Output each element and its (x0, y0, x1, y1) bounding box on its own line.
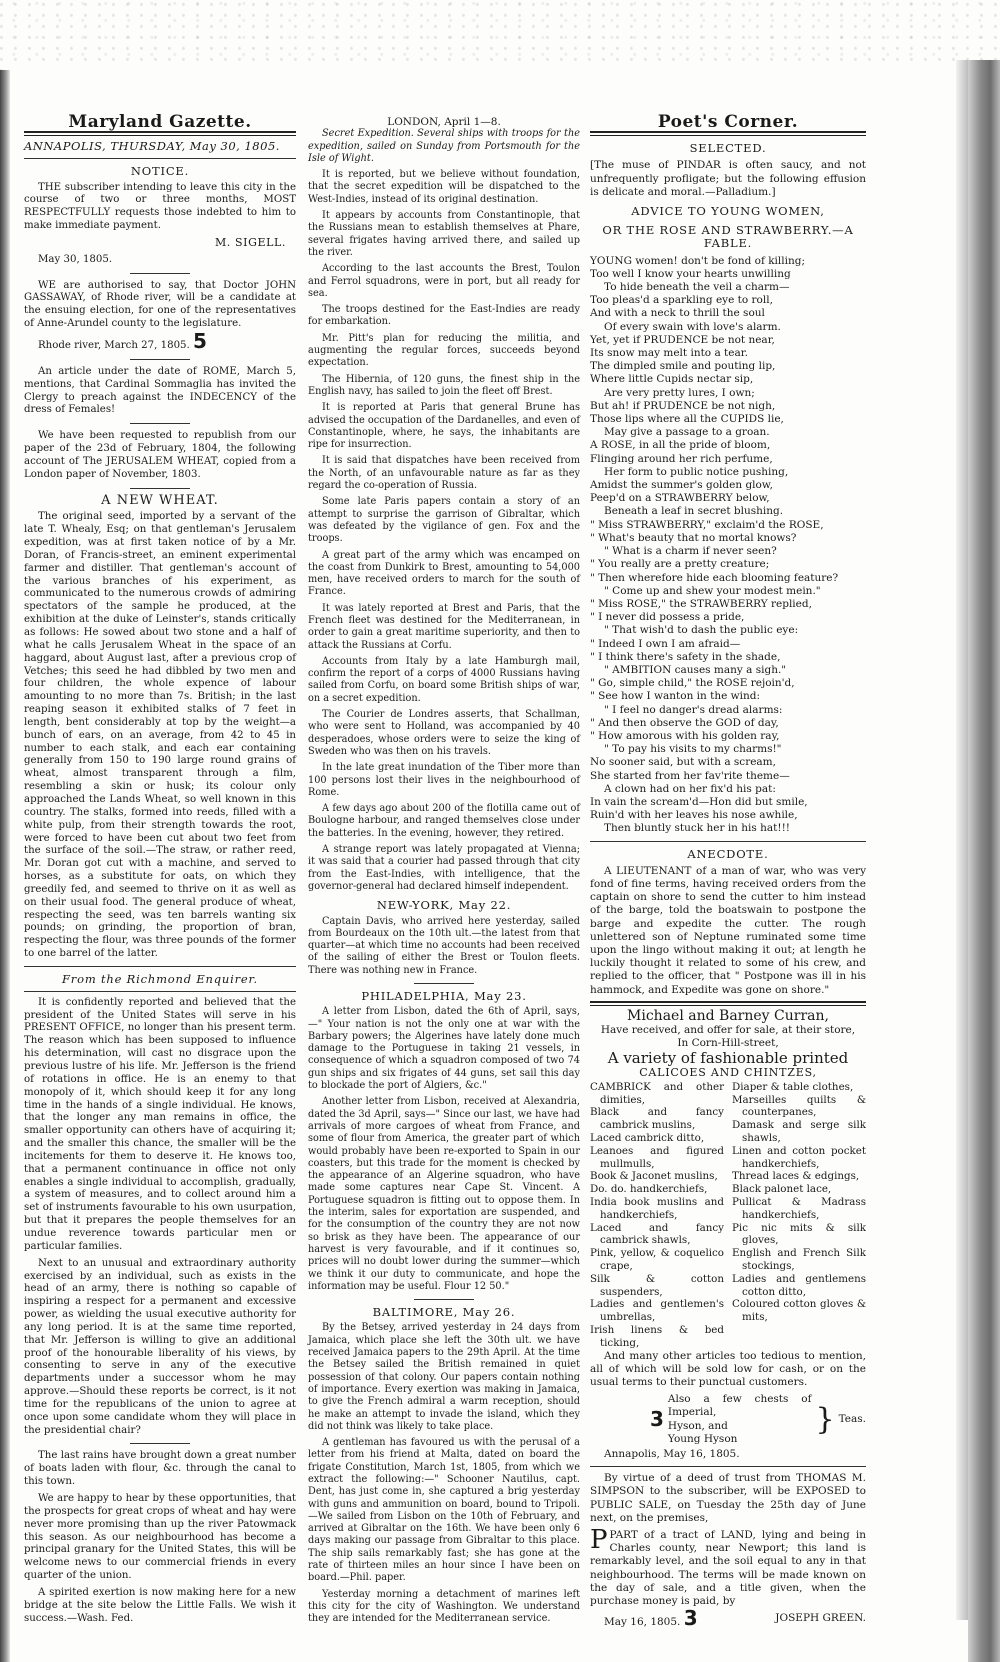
ad-goods-list (590, 1081, 866, 1350)
anecdote-heading: ANECDOTE. (687, 846, 769, 861)
poem-line: Yet, yet if PRUDENCE be not near, (590, 333, 775, 346)
secret-expedition: Secret Expedition. Several ships with troops for the expedition, sailed on Sunday from Portsmouth for the Isle of Wight. (308, 128, 580, 164)
goods-item: Black palonet lace, (732, 1183, 832, 1196)
tea-young-hyson: Young Hyson (667, 1432, 738, 1445)
divider (130, 423, 190, 424)
poem-line: " Miss ROSE," the STRAWBERRY replied, (590, 597, 812, 610)
poem-line: " Indeed I own I am afraid— (590, 637, 741, 650)
poem-line: Too pleas'd a sparkling eye to roll, (590, 294, 773, 307)
goods-item: CAMBRICK and other dimities, (590, 1080, 724, 1106)
teas-block (650, 1393, 866, 1446)
poem-line: " How amorous with his golden ray, (590, 729, 780, 742)
divider (414, 983, 474, 984)
divider (24, 158, 296, 159)
handwritten-mark: 3 (650, 1406, 664, 1431)
ad-date: Annapolis, May 16, 1805. (604, 1447, 740, 1460)
goods-item: Laced cambrick ditto, (590, 1132, 705, 1144)
goods-item: English and French Silk stockings, (732, 1247, 866, 1272)
goods-item: Black and fancy cambrick muslins, (590, 1106, 724, 1132)
poem-line: The dimpled smile and pouting lip, (590, 360, 776, 373)
goods-item: Pullicat & Madrass handkerchiefs, (732, 1195, 866, 1221)
poem-line: May give a passage to a groan. (604, 426, 770, 439)
poem-line: " And then observe the GOD of day, (590, 716, 779, 729)
ad-goods-left (590, 1081, 724, 1350)
selected-label: SELECTED. (689, 141, 767, 156)
goods-item: Damask and serge silk shawls, (732, 1119, 866, 1144)
divider (130, 273, 190, 274)
divider (590, 841, 866, 842)
poem-line: She started from her fav'rite theme— (590, 769, 790, 782)
potomack-item: We are happy to hear by these opportunities, that the prospects for great crops of wheat and hay were never more promising than up the river Patowmack this season. As our neighbourhood has become a principal granary for the United States, this will be welcome news to our commercial friends in every quarter of the union. (24, 1493, 296, 1582)
phila-para-2: Another letter from Lisbon, received at Alexandria, dated the 3d April, says—" Since our last, we have had arrivals of more cargoes of wheat from France, and some of flour from America, the greater part of which would probably have been re-exported to Spain in our coasters, but this trade for the moment is checked by the appearance of an Algerine squadron, who have made some captures near Cape St. Vincent. A Portuguese squadron is fitting out to oppose them. In the interim, sales for exportation are suspended, and for the consumption of the country they are not now so brisk as they have been. The appearance of our harvest is very favourable, and if it continues so, prices will no doubt lower during the summer—which we think it our duty to communicate, and hope the information may be useful. Flour 12 50." (308, 1096, 580, 1292)
poem-line: Where little Cupids nectar sip, (590, 373, 754, 386)
phila-para-1: A letter from Lisbon, dated the 6th of April, says, —" Your nation is not the only one at war with the Barbary powers; the Algerines have lately done much damage to the Portuguese in taking 21 vessels, in consequence of which a squadron composed of two 74 gun ships and six frigates of 44 guns, set sail this day to blockade the port of Algiers, &c." (308, 1006, 580, 1092)
republish-note: We have been requested to republish from our paper of the 23d of February, 1804, the following account of The JERUSALEM WHEAT, copied from a London paper of November, 1803. (24, 430, 296, 480)
london-para-4: The troops destined for the East-Indies are ready for embarkation. (308, 304, 580, 328)
london-heading: LONDON, April 1—8. (387, 116, 501, 128)
poem-line: " You really are a pretty creature; (590, 558, 770, 571)
curran-advertisement (590, 1007, 866, 1461)
poem-line: " I feel no danger's dread alarms: (604, 703, 783, 716)
sale-intro: By virtue of a deed of trust from THOMAS M. SIMPSON to the subscriber, will be EXPOSED to PUBLIC SALE, on Tuesday the 25th day of June next, on the premises, (590, 1472, 866, 1524)
poem-line: Are very pretty lures, I own; (604, 386, 755, 399)
brace-glyph: } (815, 1401, 835, 1437)
scan-noise (0, 0, 1000, 72)
ny-article: Captain Davis, who arrived here yesterday, sailed from Bourdeaux on the 10th ult.—the latest from that quarter—at which time no accounts had been received of the sailing of either the Brest or Toulon fleets. There was nothing new in France. (308, 915, 580, 976)
notice-signature: M. SIGELL. (214, 235, 286, 249)
london-para-10: A great part of the army which was encamped on the coast from Dunkirk to Brest, amounting to 54,000 men, have received orders to march for the south of France. (308, 549, 580, 598)
sale-footer (590, 1606, 866, 1631)
london-para-12: Accounts from Italy by a late Hamburgh mail, confirm the report of a corps of 4000 Russians having sailed from Corfu, on board some British ships of war, on a secret expedition. (308, 655, 580, 704)
ad-line-2: In Corn-Hill-street, (677, 1037, 779, 1050)
column-1 (24, 66, 296, 1629)
divider (414, 1299, 474, 1300)
goods-item: Do. do. handkerchiefs, (590, 1183, 708, 1196)
notice-date: May 30, 1805. (38, 253, 113, 265)
london-para-6: The Hibernia, of 120 guns, the finest ship in the English navy, has sailed to join the fleet off Brest. (308, 373, 580, 397)
sale-signature: JOSEPH GREEN. (775, 1612, 866, 1625)
divider (590, 1466, 866, 1467)
ad-merchant-name: Michael and Barney Curran, (627, 1007, 829, 1024)
sale-date: May 16, 1805. (604, 1616, 681, 1629)
poem-line: " What is a charm if never seen? (604, 545, 777, 558)
poem-line: Amidst the summer's golden glow, (590, 479, 773, 492)
divider (130, 359, 190, 360)
gassaway-date (24, 328, 296, 353)
london-para-5: Mr. Pitt's plan for reducing the militia, and augmenting the regular forces, succeeds beyond expectation. (308, 332, 580, 369)
column-2 (308, 66, 580, 1630)
poem-line: " Come up and shew your modest mein." (604, 584, 821, 597)
newspaper-sheet (10, 66, 956, 1646)
poem-line: Then bluntly stuck her in his hat!!! (604, 822, 791, 835)
dateline: ANNAPOLIS, THURSDAY, May 30, 1805. (24, 138, 280, 153)
goods-item: Leanoes and figured mullmulls, (590, 1144, 724, 1170)
poem-title-2: OR THE ROSE AND STRAWBERRY.—A FABLE. (602, 223, 854, 251)
poem-line: But ah! if PRUDENCE be not nigh, (590, 399, 776, 412)
london-para-1: It is reported, but we believe without foundation, that the secret expedition will be dispatched to the West-Indies, instead of its original destination. (308, 169, 580, 205)
phila-heading: PHILADELPHIA, May 23. (361, 989, 527, 1003)
london-para-2: It appears by accounts from Constantinople, that the Russians mean to establish themselves at Phare, several frigates having arrived there, and sailed up the river. (308, 210, 580, 258)
goods-item: Marseilles quilts & counterpanes, (732, 1093, 866, 1119)
poem-line: Peep'd on a STRAWBERRY below, (590, 492, 770, 505)
poem-line: Beneath a leaf in secret blushing. (604, 505, 784, 518)
ad-subheadline: CALICOES AND CHINTZES, (639, 1065, 817, 1079)
divider (130, 488, 190, 489)
goods-item: Pic nic mits & silk gloves, (732, 1221, 866, 1247)
poem-line: In vain the scream'd—Hon did but smile, (590, 795, 808, 808)
goods-item: Silk & cotton suspenders, (590, 1272, 724, 1298)
poem-line: Flinging around her rich perfume, (590, 452, 773, 465)
poem-line: " What's beauty that no mortal knows? (590, 531, 797, 544)
poem-title-1: ADVICE TO YOUNG WOMEN, (631, 204, 825, 219)
page-curl (956, 60, 968, 1620)
poem-line: " AMBITION causes many a sigh." (604, 663, 787, 676)
poem-line: Ruin'd with her leaves his nose awhile, (590, 809, 798, 822)
poem-line: " I never did possess a pride, (590, 611, 745, 624)
ad-goods-right (732, 1081, 866, 1350)
teas-label: Teas. (838, 1412, 866, 1425)
london-para-8: It is said that dispatches have been received from the North, of an unfavourable nature as far as they regard the co-operation of Russia. (308, 455, 580, 492)
london-para-16: A strange report was lately propagated at Vienna; it was said that a courier had passed through that city from the East-Indies, with intelligence, that the governor-general had declared himself independent. (308, 844, 580, 892)
book-spine (968, 60, 1000, 1662)
poem-line: " Miss STRAWBERRY," exclaim'd the ROSE, (590, 518, 824, 531)
balt-heading: BALTIMORE, May 26. (372, 1305, 516, 1320)
poem-line: " I think there's safety in the shade, (590, 650, 781, 663)
poem-line: No sooner said, but with a scream, (590, 756, 776, 769)
section-rule (590, 1001, 866, 1006)
goods-item: Diaper & table clothes, (732, 1080, 854, 1093)
poem-line: Her form to public notice pushing, (604, 465, 789, 478)
poem-line: Those lips where all the CUPIDS lie, (590, 413, 784, 426)
wheat-article: The original seed, imported by a servant of the late T. Whealy, Esq; on that gentleman's Jerusalem expedition, was at first taken notice of by a Mr. Doran, of Francis-street, an eminent experimental farmer and distiller. That gentleman's account of the various branches of his experiment, as communicated to the numerous crowds of admiring spectators of the sample he produced, at the exhibition at the duke of Leinster's, stands critically as follows: He sowed about two stone and a half of what he calls Jerusalem Wheat in the space of an haggard, about August last, after a previous crop of Vetches; this seed he had dibbled by two men and four children, the whole expence of labour amounting to no more than 7s. British; in the last reaping season it exhibited stalks of 7 feet in length, bent considerably at top by the weight—a bunch of ears, on an average, from 42 to 45 in number to each stalk, and each ear containing generally from 150 to 190 large round grains of wheat, almost transparent through a film, resembling a skin or husk; its colour only approached the Lands Wheat, so well known in this country. The stalks, formed into reeds, filled with a white pulp, from their strength towards the root, were forced to have been cut about two feet from the surface of the soil.—The straw, or rather reed, Mr. Doran got cut with a machine, and served to horses, as a substitute for oats, on which they greedily fed, and seemed to thrive on it as well as on their usual food. The general produce of wheat, respecting the seed, was ten barrels wanting six pounds; on grinding, the proportion of bran, respecting the flour, was three pounds of the former to one barrel of the latter. (24, 511, 296, 960)
goods-item: Thread laces & edgings, (732, 1170, 860, 1183)
poem-line: To hide beneath the veil a charm— (604, 281, 790, 294)
goods-item: Coloured cotton gloves & mits, (732, 1298, 866, 1324)
sale-body (590, 1524, 866, 1608)
gassaway-notice: WE are authorised to say, that Doctor JOHN GASSAWAY, of Rhode river, will be a candidate at the ensuing election, for one of the representatives of Anne-Arundel county to the legislature. (24, 279, 296, 330)
masthead-title: Maryland Gazette. (68, 112, 252, 132)
poem-line: And with a neck to thrill the soul (590, 307, 765, 320)
tea-hyson: Hyson, and (667, 1419, 728, 1432)
anecdote-text: A LIEUTENANT of a man of war, who was very fond of fine terms, having received orders from the captain on shore to send the cutter to him instead of the barge, told the boatswain to postpone the barge and expedite the cutter. The rough unlettered son of Neptune ruminated some time upon the lingo without making it out; at length he luckily thought it related to some of his crew, and replied to the officer, that " Postpone was ill in his hammock, and Expedite was gone on shore." (590, 864, 866, 996)
sale-body-text: PART of a tract of LAND, lying and being in Charles county, near Newport; this land is remarkably level, and the soil equal to any in that neighbourhood. The terms will be made known on the day of sale, and a title given, when the purchase money is paid, by (590, 1528, 866, 1607)
rome-item: An article under the date of ROME, March 5, mentions, that Cardinal Sommaglia has invited the Clergy to preach against the INDECENCY of the dress of Females! (24, 365, 296, 416)
poem-line: A clown had on her fix'd his pat: (604, 782, 776, 795)
poem-line: " Then wherefore hide each blooming feature? (590, 571, 839, 584)
handwritten-mark: 3 (683, 1606, 698, 1631)
ad-line-1: Have received, and offer for sale, at their store, (600, 1024, 856, 1036)
balt-para-1: By the Betsey, arrived yesterday in 24 days from Jamaica, which place she left the 30th ult. we have received Jamaica papers to the 29th April. At the time the Betsey sailed the British remained in quiet possession of that colony. Our papers contain nothing of importance. Every exertion was making in Jamaica, to give the French admiral a warm reception, should he make an attempt to invade the island, which they did not think was likely to take place. (308, 1322, 580, 1432)
london-para-11: It was lately reported at Brest and Paris, that the French fleet was destined for the Mediterranean, in order to gain a great maritime superiority, and then to attack the Russians at Corfu. (308, 602, 580, 651)
balt-para-3: Yesterday morning a detachment of marines left this city for the city of Washington. We understand they are intended for the Mediterranean service. (308, 1588, 580, 1625)
divider (130, 1443, 190, 1444)
richmond-para-1: It is confidently reported and believed that the president of the United States will serve in his PRESENT OFFICE, no longer than his present term. The reason which has been supposed to influence his determination, will cast no disgrace upon the previous lustre of his life. Mr. Jefferson is the friend of rotations in office. He is an enemy to that monopoly of it, which should keep it for any long time in the hands of a single individual. He knows, that the longer any man remains in office, the smaller opportunity can others have of acquiring it; and the smaller this chance, the smaller will be the incitements for them to deserve it. He knows too, that a permanent continuance in office not only enables a single individual to accomplish, gradually, a system of measures, and to collect around him a set of instruments favourable to his own usurpation, but that it prepares the people themselves for an undue reverence towards particular men or particular families. (24, 996, 296, 1252)
richmond-para-2: Next to an unusual and extraordinary authority exercised by an individual, such as exists in the head of an army, there is nothing so capable of inspiring a respect for a permanent and excessive power, as wielding the usual executive authority for any long period. It is at the same time reported, that Mr. Jefferson is willing to give an additional proof of the honourable liberality of his views, by consenting to serve in any of the executive departments under a successor whom he may approve.—Should these reports be correct, is it not time for the republicans of the union to agree at once upon some candidate whom they will place in the presidential chair? (24, 1257, 296, 1436)
goods-item: Pink, yellow, & coquelico crape, (590, 1247, 724, 1272)
ad-closing: And many other articles too tedious to mention, all of which will be sold low for cash, or on the usual terms to their punctual customers. (590, 1349, 866, 1388)
london-para-14: In the late great inundation of the Tiber more than 100 persons lost their lives in the neighbourhood of Rome. (308, 762, 580, 798)
poem-line: " Go, simple child," the ROSE rejoin'd, (590, 677, 795, 690)
teas-list (668, 1393, 812, 1446)
goods-item: Ladies and gentlemens cotton ditto, (732, 1272, 866, 1298)
poem-line: Of every swain with love's alarm. (604, 320, 781, 333)
goods-item: Linen and cotton pocket handkerchiefs, (732, 1144, 866, 1170)
poem-line: Too well I know your hearts unwilling (590, 267, 791, 280)
goods-item: Irish linens & bed ticking, (590, 1323, 724, 1349)
bridge-item: A spirited exertion is now making here for a new bridge at the site below the Little Falls. We wish it success.—Wash. Fed. (24, 1586, 296, 1624)
goods-item: Book & Jaconet muslins, (590, 1170, 718, 1183)
notice-heading: NOTICE. (130, 163, 190, 178)
poem (590, 255, 866, 836)
poem-line: " That wish'd to dash the public eye: (604, 624, 799, 637)
divider (24, 991, 296, 992)
ad-headline: A variety of fashionable printed (607, 1049, 849, 1068)
london-para-7: It is reported at Paris that general Brune has advised the occupation of the Dardanelles, and even of Constantinople, where, he says, the inhabitants are ripe for insurrection. (308, 402, 580, 451)
handwritten-mark: 5 (193, 328, 207, 353)
notice-text: THE subscriber intending to leave this city in the course of two or three months, MOST RESPECTFULLY requests those indebted to him to make immediate payment. (24, 181, 296, 232)
left-page-edge (0, 70, 10, 1662)
london-para-3: According to the last accounts the Brest, Toulon and Ferrol squadrons, were in port, but all ready for sea. (308, 263, 580, 299)
wheat-heading: A NEW WHEAT. (101, 492, 219, 508)
poem-line: A ROSE, in all the pride of bloom, (590, 439, 771, 452)
goods-item: India book muslins and handkerchiefs, (590, 1195, 724, 1221)
land-sale-notice (590, 1472, 866, 1629)
poem-line: Its snow may melt into a tear. (590, 347, 748, 360)
drop-cap: P (590, 1524, 608, 1555)
london-para-15: A few days ago about 200 of the flotilla came out of Boulogne harbour, and ranged themselves close under the batteries. In the evening, however, they retired. (308, 803, 580, 839)
poem-line: YOUNG women! don't be fond of killing; (590, 254, 806, 267)
balt-para-2: A gentleman has favoured us with the perusal of a letter from his friend at Malta, dated on board the frigate Constitution, March 1st, 1805, from which we extract the following:—" Schooner Nautilus, capt. Dent, has just come in, she captured a brig yesterday with guns and ammunition on board, bound to Tripoli.—We sailed from Lisbon on the 10th of February, and arrived at Gibraltar on the 16th. We have been only 6 days making our passage from Gibraltar to this place. The ship sails remarkably fast; she has gone at the rate of thirteen miles an hour since I have been on board.—Phil. paper. (308, 1437, 580, 1584)
divider (24, 966, 296, 967)
london-para-9: Some late Paris papers contain a story of an attempt to surprise the garrison of Gibraltar, which was defeated by the vigilance of gen. Fox and the troops. (308, 496, 580, 545)
poem-line: " To pay his visits to my charms!" (604, 743, 782, 756)
gassaway-date-text: Rhode river, March 27, 1805. (38, 339, 190, 351)
poets-corner-title: Poet's Corner. (657, 112, 799, 132)
rains-item: The last rains have brought down a great number of boats laden with flour, &c. through the canal to this town. (24, 1450, 296, 1488)
richmond-heading: From the Richmond Enquirer. (62, 971, 258, 986)
poem-intro: [The muse of PINDAR is often saucy, and not unfrequently profligate; but the following effusion is delicate and moral.—Palladium.] (590, 159, 866, 198)
ny-heading: NEW-YORK, May 22. (376, 898, 512, 913)
goods-item: Ladies and gentlemen's umbrellas, (590, 1298, 724, 1324)
goods-item: Laced and fancy cambrick shawls, (590, 1221, 724, 1247)
london-para-13: The Courier de Londres asserts, that Schallman, who were sent to Holland, was accompanied by 40 desperadoes, whose orders were to seize the king of Sweden who was then on his travels. (308, 709, 580, 757)
column-3 (590, 66, 866, 1633)
poem-line: " See how I wanton in the wind: (590, 690, 761, 703)
teas-intro: Also a few chests of Imperial, (667, 1393, 812, 1419)
